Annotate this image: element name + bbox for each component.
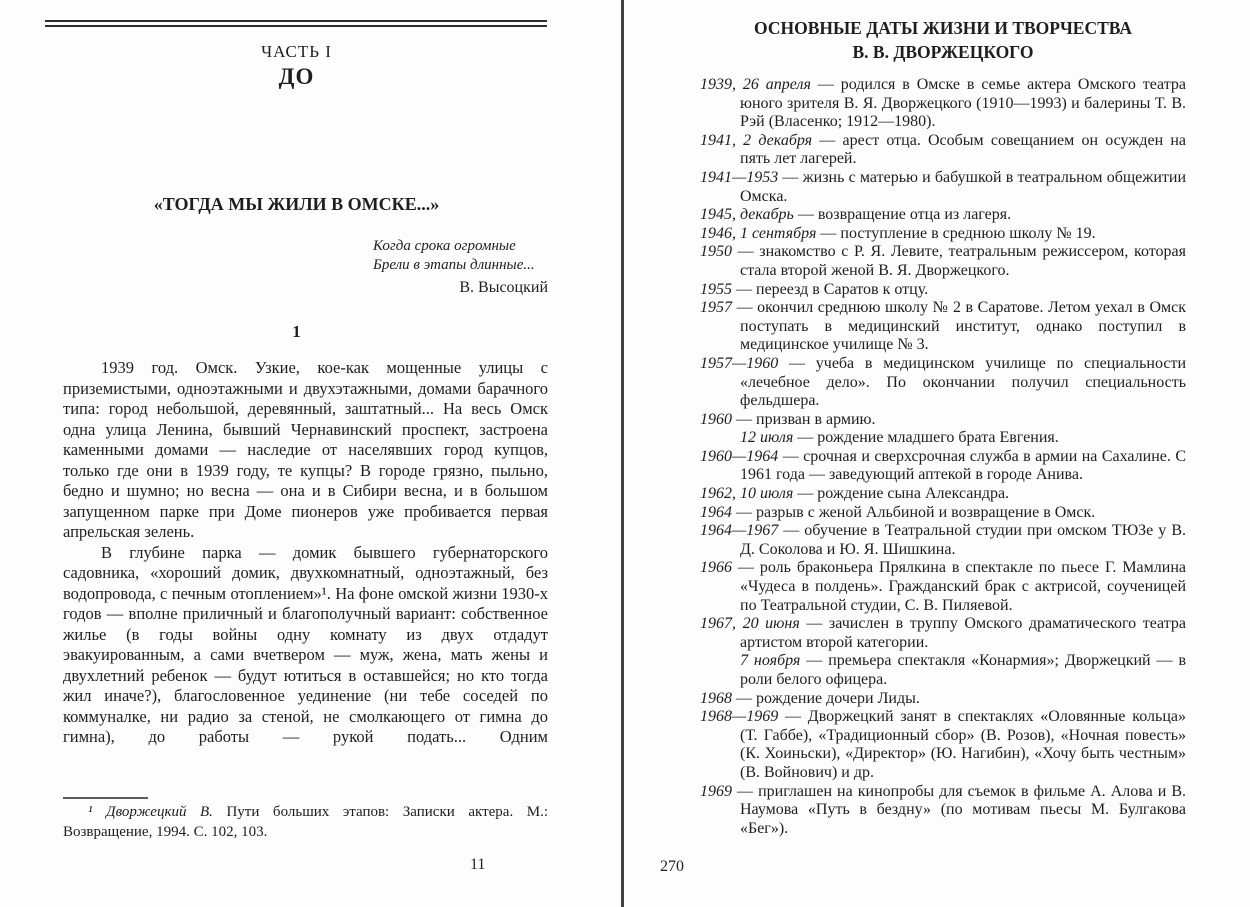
footnote <box>63 797 548 842</box>
chronology-entry: 1939, 26 апреля — родился в Омске в семье актера Омского театра юного зрителя В. Я. Дворжецкого (1910—1993) и балерины Т. В. Рэй (Власенко; 1912—1980). <box>700 76 1186 131</box>
entry-date: 12 июля <box>740 429 794 447</box>
right-page <box>655 0 1186 907</box>
chronology-entry: 1966 — роль браконьера Прялкина в спектакле по пьесе Г. Мамлина «Чудеса в полдень». Гражданский брак с актрисой, соученицей по Театральной студии, С. В. Пиляевой. <box>700 559 1186 614</box>
footnote-text <box>63 803 548 842</box>
chronology-entry: 1955 — переезд в Саратов к отцу. <box>700 280 929 298</box>
entry-date: 1950 <box>700 243 732 261</box>
entry-date: 7 ноября <box>740 652 801 670</box>
chronology-title-line2: В. В. ДВОРЖЕЦКОГО <box>852 42 1034 62</box>
entry-date: 1946, 1 сентября <box>700 224 817 242</box>
chronology-entry: 1968—1969 — Дворжецкий занят в спектаклях «Оловянные кольца» (Т. Габбе), «Традиционный сбор» (В. Розов), «Ночная повесть» (К. Хоиньски), «Директор» (Ю. Нагибин), «Хочу быть честным» (В. Войнович) и др. <box>700 708 1186 781</box>
body-paragraph: 1939 год. Омск. Узкие, кое-как мощенные улицы с приземистыми, одноэтажными и двухэтажными, домами барачного типа: город небольшой, деревянный, заштатный... На весь Омск одна улица Ленина, бывший Чернавинский проспект, застроена каменными домами — наследие от населявших город купцов, только где они в 1939 году, те купцы? В городе грязно, пыльно, бедно и шумно; но весна — она и в Сибири весна, и в большом запущенном парке при Доме пионеров уже пробивается первая апрельская зелень. <box>63 358 548 541</box>
chronology-entry: 1968 — рождение дочери Лиды. <box>700 689 920 707</box>
footnote-author: ¹ Дворжецкий В. <box>88 804 213 820</box>
chronology-entry: 1962, 10 июля — рождение сына Александра. <box>700 485 1010 503</box>
chronology-entry: 1967, 20 июня — зачислен в труппу Омского драматического театра артистом второй категории. <box>700 615 1187 651</box>
part-title: ДО <box>278 64 315 89</box>
double-rule <box>45 20 547 27</box>
chronology-entry: 1969 — приглашен на кинопробы для съемок в фильме А. Алова и В. Наумова «Путь в бездну» (по мотивам пьесы М. Булгакова «Бег»). <box>700 782 1186 837</box>
chronology-entry: 1941, 2 декабря — арест отца. Особым совещанием он осужден на пять лет лагерей. <box>700 131 1187 168</box>
entry-date: 1939, 26 апреля <box>700 76 811 93</box>
page-number-left: 11 <box>470 856 486 873</box>
entry-date: 1966 <box>700 559 732 577</box>
chronology-entry: 1950 — знакомство с Р. Я. Левите, театральным режиссером, которая стала второй женой В. Я. Дворжецкого. <box>700 243 1186 279</box>
entry-date: 1964—1967 <box>700 522 779 540</box>
chronology-entry: 1957 — окончил среднюю школу № 2 в Саратове. Летом уехал в Омск поступать в медицинский институт, однако поступил в медицинское училище № 3. <box>700 299 1186 354</box>
chronology-entry: 1945, декабрь — возвращение отца из лагеря. <box>700 206 1012 224</box>
chronology-title-line1: ОСНОВНЫЕ ДАТЫ ЖИЗНИ И ТВОРЧЕСТВА <box>754 18 1132 38</box>
page-divider <box>621 0 624 907</box>
entry-date: 1962, 10 июля <box>700 485 794 503</box>
entry-date: 1960—1964 <box>700 447 779 465</box>
entry-date: 1964 <box>700 503 732 521</box>
section-number: 1 <box>292 322 301 341</box>
chronology-title <box>700 16 1186 64</box>
chronology-entry: 1941—1953 — жизнь с матерью и бабушкой в театральном общежитии Омска. <box>700 168 1186 205</box>
entry-date: 1945, декабрь <box>700 206 794 224</box>
chronology-subentry: 12 июля — рождение младшего брата Евгения. <box>740 429 1059 447</box>
chronology-list <box>700 76 1186 838</box>
entry-date: 1968 <box>700 689 732 707</box>
entry-date: 1955 <box>700 280 732 298</box>
page-number-right: 270 <box>660 858 684 875</box>
entry-date: 1968—1969 <box>700 708 779 726</box>
epigraph-line: Брели в этапы длинные... <box>373 257 535 273</box>
epigraph-line: Когда срока огромные <box>373 238 516 254</box>
chronology-entry: 1946, 1 сентября — поступление в среднюю школу № 19. <box>700 224 1096 242</box>
chapter-title: «ТОГДА МЫ ЖИЛИ В ОМСКЕ...» <box>153 194 440 214</box>
chronology-entry: 1957—1960 — учеба в медицинском училище по специальности «лечебное дело». По окончании получил специальность фельдшера. <box>700 354 1186 410</box>
part-label: ЧАСТЬ I <box>261 42 332 61</box>
chronology-entry: 1964 — разрыв с женой Альбиной и возвращение в Омск. <box>700 503 1096 521</box>
entry-date: 1957—1960 <box>700 354 779 372</box>
entry-date: 1941—1953 <box>700 168 779 186</box>
entry-date: 1957 <box>700 299 732 317</box>
chronology-entry: 1960 — призван в армию. <box>700 410 876 428</box>
entry-date: 1969 <box>700 782 732 800</box>
entry-date: 1960 <box>700 410 732 428</box>
left-page <box>45 0 548 907</box>
chronology-entry: 1964—1967 — обучение в Театральной студии при омском ТЮЗе у В. Д. Соколова и Ю. Я. Шишкина. <box>700 522 1186 558</box>
chronology-entry: 1960—1964 — срочная и сверхсрочная служба в армии на Сахалине. С 1961 года — заведующий аптекой в городе Анива. <box>700 447 1186 484</box>
chronology-subentry: 7 ноября — премьера спектакля «Конармия»; Дворжецкий — в роли белого офицера. <box>740 652 1187 688</box>
epigraph <box>373 237 548 275</box>
body-text <box>63 358 548 748</box>
footnote-body: Пути больших этапов: Записки актера. М.: Возвращение, 1994. С. 102, 103. <box>63 804 548 840</box>
footnote-rule <box>63 797 148 799</box>
entry-date: 1967, 20 июня <box>700 615 800 633</box>
body-paragraph: В глубине парка — домик бывшего губернаторского садовника, «хороший домик, двухкомнатный, одноэтажный, без водопровода, с печным отоплением»¹. На фоне омской жизни 1930-х годов — вполне приличный и благополучный вариант: собственное жилье (в годы войны одну комнату из двух отдадут эвакуированным, а сами вчетвером — муж, жена, мать жены и двухлетний ребенок — будут ютиться в оставшейся; но кто тогда жил иначе?), благословенное уединение (ни тебе соседей по коммуналке, ни радио за стеной, не смолкающего от гимна до гимна), до работы — рукой подать... Одним <box>63 542 548 746</box>
epigraph-author: В. Высоцкий <box>459 279 548 296</box>
entry-date: 1941, 2 декабря <box>700 131 813 149</box>
